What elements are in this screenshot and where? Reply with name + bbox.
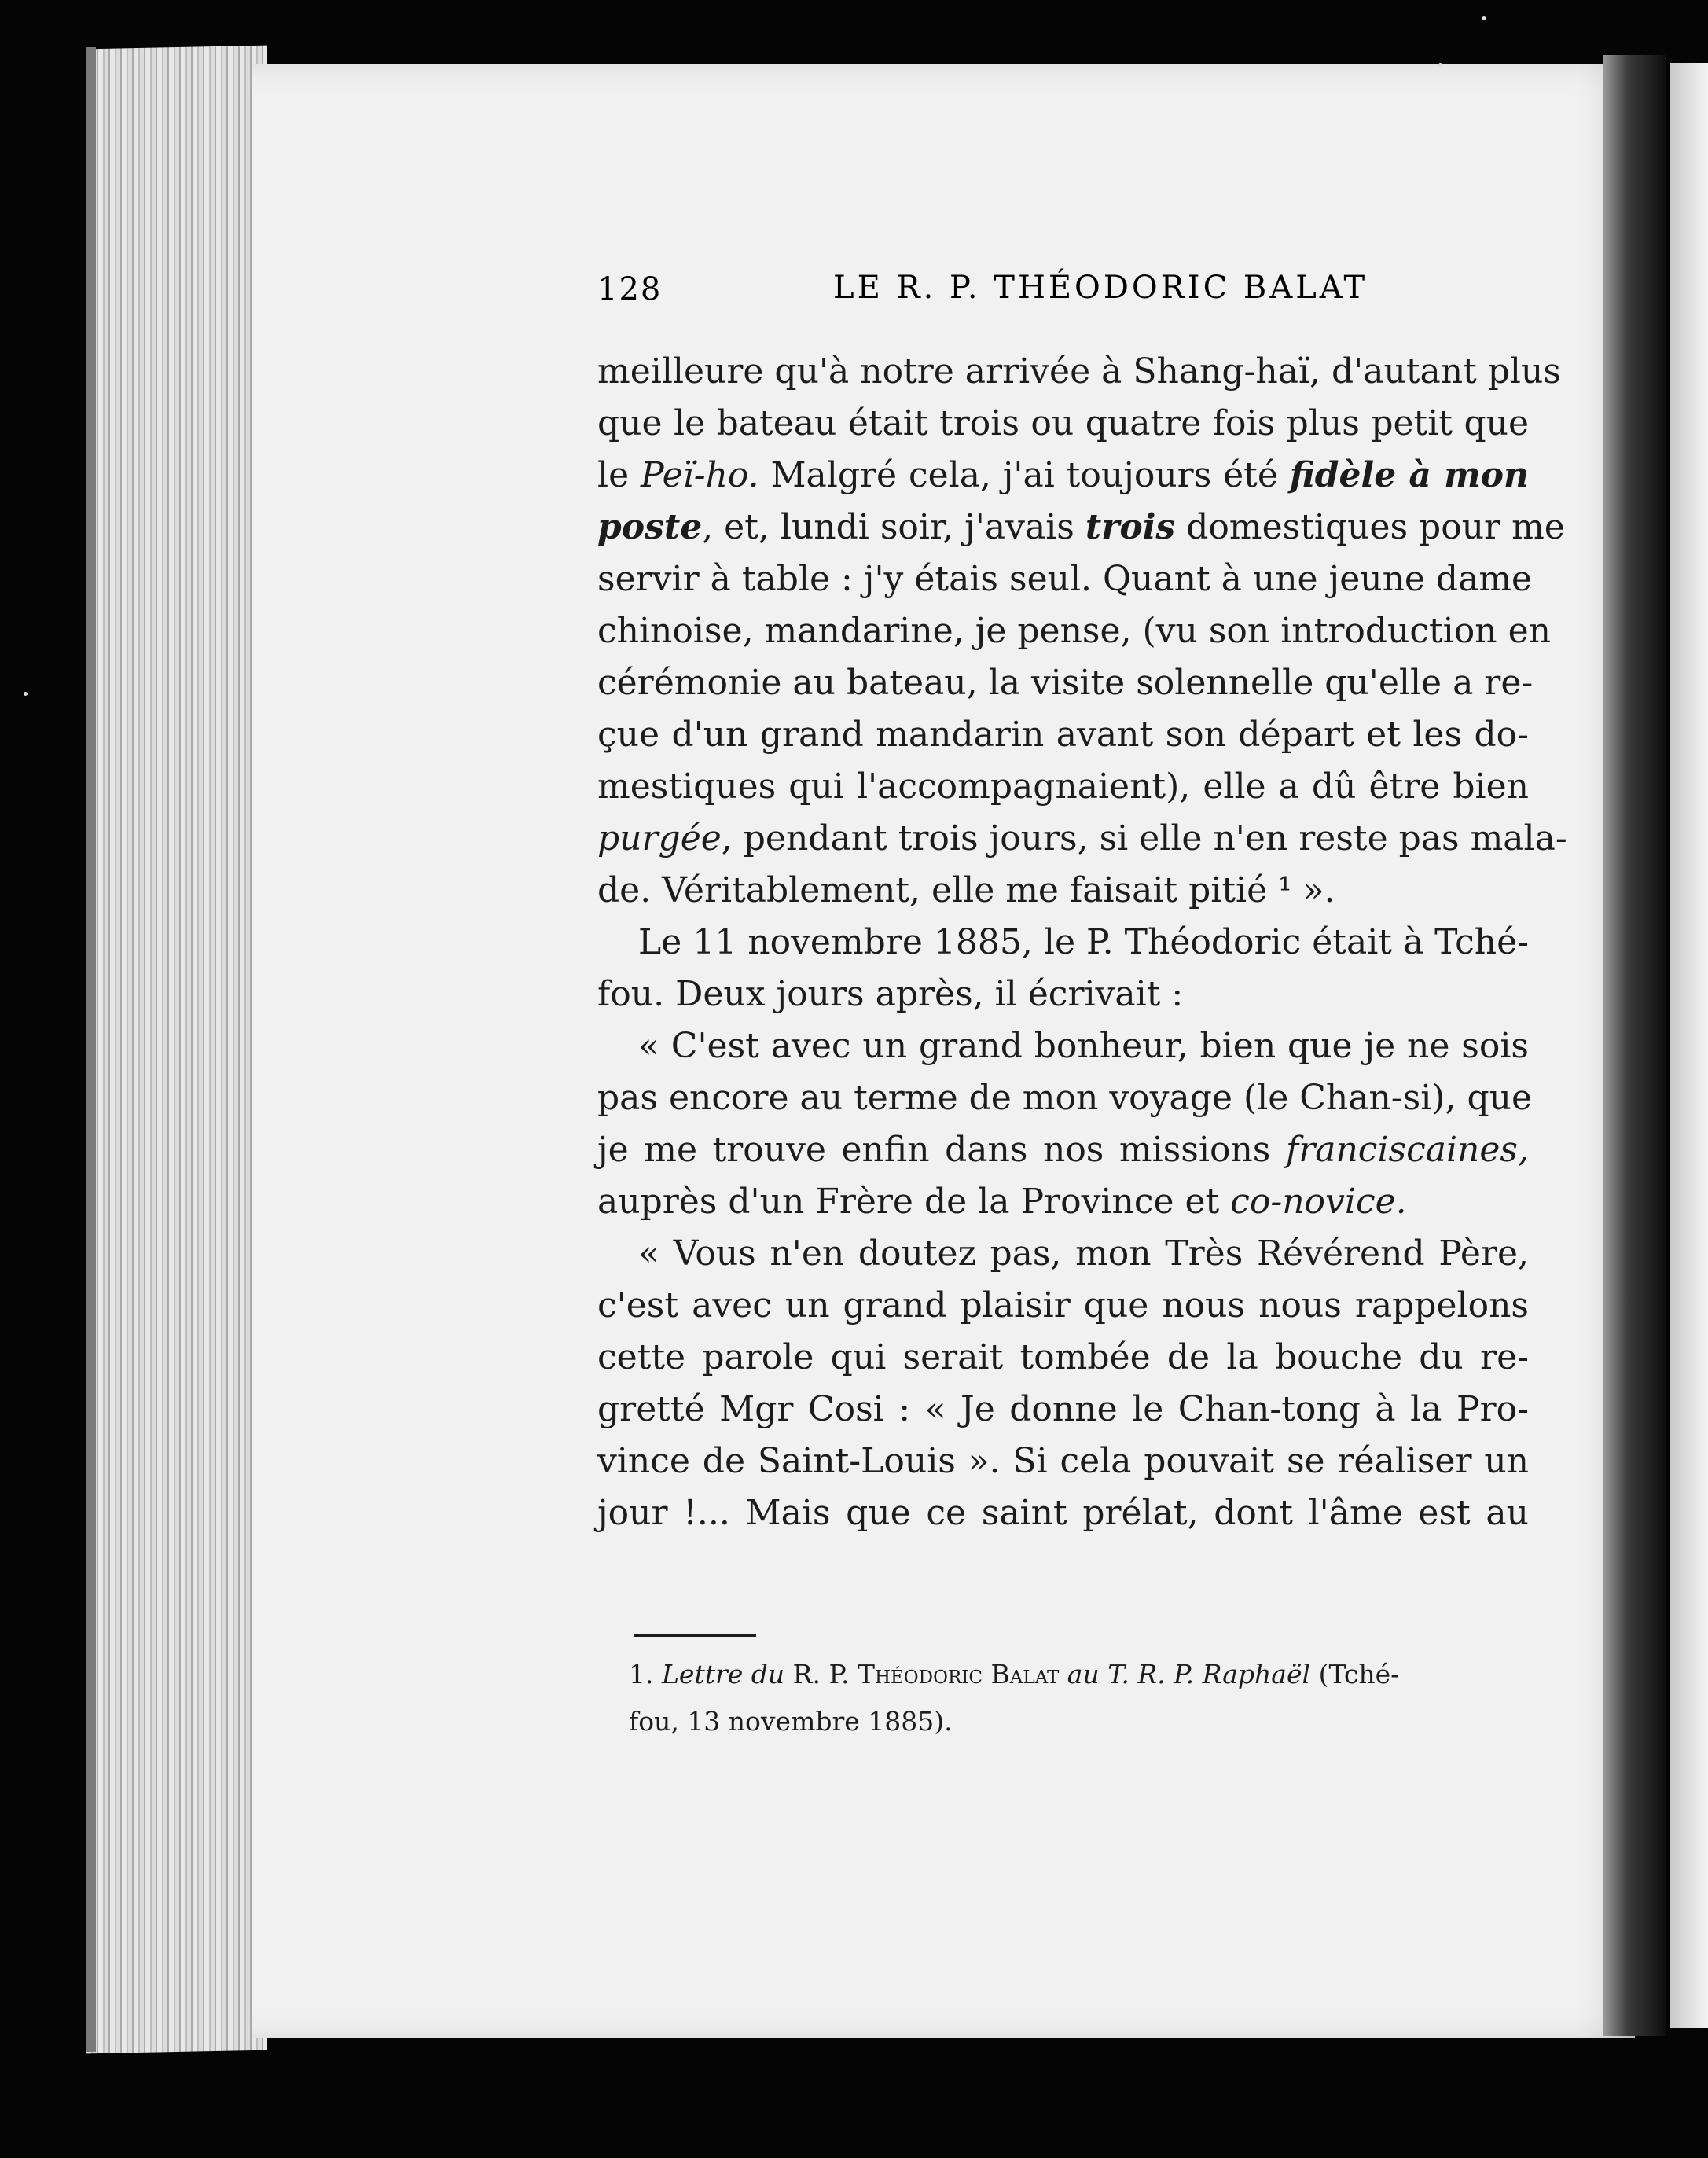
footnote-rule	[634, 1634, 756, 1637]
text-run: , et, lundi soir, j'avais	[702, 507, 1085, 547]
footnote-smallcaps: Théodoric Balat	[857, 1659, 1060, 1689]
text-run: auprès d'un Frère de la Province et	[597, 1182, 1231, 1222]
text-run: gretté Mgr Cosi : « Je donne le Chan-tong à la Pro-	[597, 1389, 1529, 1429]
text-run: meilleure qu'à notre arrivée à Shang-haï, d'autant plus	[597, 351, 1561, 392]
text-run: c'est avec un grand plaisir que nous nous rappelons	[597, 1285, 1529, 1325]
text-run: de. Véritablement, elle me faisait pitié ¹ ».	[597, 870, 1335, 910]
page-stack-shadow	[86, 47, 96, 2052]
body-text	[597, 346, 1567, 1539]
text-run: pas encore au terme de mon voyage (le Chan-si), que	[597, 1078, 1532, 1118]
scan-speck	[1438, 63, 1442, 67]
text-line	[597, 1228, 1529, 1280]
text-line	[597, 1436, 1529, 1487]
text-line	[597, 605, 1551, 657]
emphasis-text: purgée	[597, 818, 722, 858]
text-line	[597, 346, 1561, 398]
text-run: Le 11 novembre 1885, le P. Théodoric était à Tché-	[638, 922, 1529, 962]
text-line	[597, 1072, 1532, 1124]
footnote-line	[629, 1651, 1529, 1698]
text-line	[597, 969, 1529, 1020]
scan-speck	[24, 692, 28, 696]
emphasis-text: poste	[597, 507, 703, 547]
footnote-text: (Tché-	[1310, 1659, 1400, 1689]
text-line	[597, 1332, 1529, 1384]
text-line	[597, 1020, 1529, 1072]
text-line	[597, 657, 1534, 709]
text-line	[597, 1280, 1529, 1332]
footnote-text: R. P.	[784, 1659, 858, 1689]
text-run: Malgré cela, j'ai toujours été	[758, 455, 1290, 495]
text-run: , pendant trois jours, si elle n'en reste pas mala-	[721, 818, 1567, 858]
emphasis-text: co-novice.	[1230, 1182, 1407, 1222]
text-run: servir à table : j'y étais seul. Quant à une jeune dame	[597, 559, 1533, 599]
text-line	[597, 553, 1533, 605]
text-run: fou. Deux jours après, il écrivait :	[597, 974, 1184, 1014]
footnote-number: 1.	[629, 1659, 654, 1689]
emphasis-text: trois	[1085, 507, 1176, 547]
running-title: LE R. P. THÉODORIC BALAT	[833, 270, 1368, 306]
text-line	[597, 709, 1529, 761]
text-line	[597, 917, 1529, 969]
text-run: domestiques pour me	[1175, 507, 1565, 547]
text-line	[597, 398, 1529, 450]
text-run: mestiques qui l'accompagnaient), elle a dû être bien	[597, 767, 1529, 807]
emphasis-text: fidèle à mon	[1289, 455, 1530, 495]
text-line	[597, 450, 1529, 502]
text-run: jour !... Mais que ce saint prélat, dont l'âme est au	[597, 1493, 1529, 1533]
text-run: cette parole qui serait tombée de la bouche du re-	[597, 1337, 1529, 1377]
scan-speck	[1482, 16, 1486, 20]
footnote	[629, 1651, 1529, 1745]
emphasis-text: Peï-ho.	[640, 455, 759, 495]
text-run: cérémonie au bateau, la visite solennelle qu'elle a re-	[597, 663, 1534, 703]
page-stack-edges	[86, 46, 267, 2054]
text-run: « C'est avec un grand bonheur, bien que je ne sois	[638, 1026, 1529, 1066]
emphasis-text: franciscaines,	[1285, 1130, 1529, 1170]
footnote-line: fou, 13 novembre 1885).	[629, 1706, 953, 1737]
text-line	[597, 1384, 1529, 1436]
text-line	[597, 1176, 1529, 1228]
text-run: vince de Saint-Louis ». Si cela pouvait se réaliser un	[597, 1441, 1529, 1481]
text-run: que le bateau était trois ou quatre fois plus petit que	[597, 403, 1529, 443]
page-gutter-shadow	[1603, 55, 1666, 2036]
footnote-italic: au T. R. P. Raphaël	[1059, 1659, 1311, 1689]
text-line	[597, 813, 1567, 865]
text-run: çue d'un grand mandarin avant son départ et les do-	[597, 715, 1529, 755]
facing-page-edge	[1670, 63, 1708, 2028]
text-run: « Vous n'en doutez pas, mon Très Révérend Père,	[638, 1233, 1529, 1274]
text-line	[597, 502, 1565, 553]
page-number: 128	[597, 271, 663, 307]
text-line	[597, 761, 1529, 813]
text-run: chinoise, mandarine, je pense, (vu son introduction en	[597, 611, 1551, 651]
text-run: le	[597, 455, 641, 495]
text-line	[597, 1487, 1529, 1539]
text-line	[597, 865, 1529, 917]
text-run: je me trouve enfin dans nos missions	[597, 1130, 1286, 1170]
running-head	[597, 271, 1525, 326]
text-line	[597, 1124, 1529, 1176]
footnote-italic: Lettre du	[662, 1659, 785, 1689]
